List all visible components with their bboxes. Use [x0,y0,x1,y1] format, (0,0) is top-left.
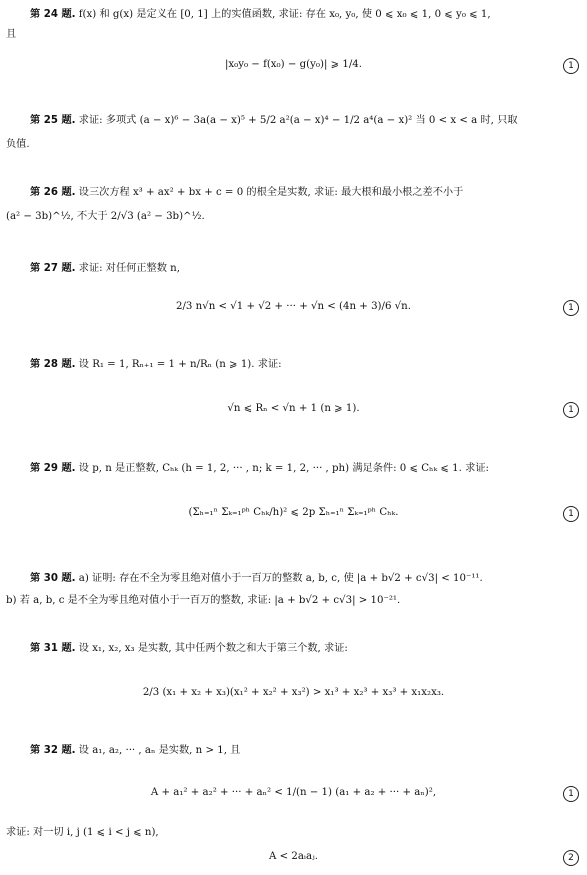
problem-text: 设 R₁ = 1, Rₙ₊₁ = 1 + n/Rₙ (n ⩾ 1). 求证: [78,359,282,370]
problem-label: 第 29 题. [30,463,76,474]
problem-31 [30,642,581,656]
problem-29 [30,462,581,476]
problem-text-cont: 且 [6,29,17,40]
equation: |x₀y₀ − f(x₀) − g(y₀)| ⩾ 1/4. [224,59,363,70]
problem-label: 第 31 题. [30,643,76,654]
problem-text-cont: 求证: 对一切 i, j (1 ⩽ i < j ⩽ n), [6,827,159,838]
problem-text: 求证: 对任何正整数 n, [78,263,180,274]
equation-number: 1 [563,402,579,418]
equation: 2/3 n√n < √1 + √2 + ··· + √n < (4n + 3)/6 √n. [176,301,411,312]
problem-label: 第 26 题. [30,187,76,198]
problem-24 [30,8,581,22]
equation: 2/3 (x₁ + x₂ + x₃)(x₁² + x₂² + x₃²) > x₁³ + x₂³ + x₃³ + x₁x₂x₃. [142,687,445,698]
problem-text: f(x) 和 g(x) 是定义在 [0, 1] 上的实值函数, 求证: 存在 x₀, y₀, 使 0 ⩽ x₀ ⩽ 1, 0 ⩽ y₀ ⩽ 1, [78,9,491,20]
problem-28 [30,358,581,372]
problem-26 [30,186,581,200]
problem-text-cont: b) 若 a, b, c 是不全为零且绝对值小于一百万的整数, 求证: |a + b√2 + c√3| > 10⁻²¹. [6,595,401,606]
problem-label: 第 32 题. [30,745,76,756]
problem-text: a) 证明: 存在不全为零且绝对值小于一百万的整数 a, b, c, 使 |a + b√2 + c√3| < 10⁻¹¹. [78,573,483,584]
equation: A < 2aᵢaⱼ. [269,851,318,862]
problem-text: 设三次方程 x³ + ax² + bx + c = 0 的根全是实数, 求证: 最大根和最小根之差不小于 [78,187,464,198]
problem-text: 设 a₁, a₂, ··· , aₙ 是实数, n > 1, 且 [78,745,241,756]
equation-number: 2 [563,850,579,866]
equation-number: 1 [563,506,579,522]
equation: A + a₁² + a₂² + ··· + aₙ² < 1/(n − 1) (a₁ + a₂ + ··· + aₙ)², [150,787,437,798]
problem-label: 第 30 题. [30,573,76,584]
problem-label: 第 27 题. [30,263,76,274]
problem-32 [30,744,581,758]
problem-30 [30,572,581,586]
problem-27 [30,262,581,276]
equation: (Σₕ₌₁ⁿ Σₖ₌₁ᵖʰ Cₕₖ/h)² ⩽ 2p Σₕ₌₁ⁿ Σₖ₌₁ᵖʰ Cₕₖ. [188,507,399,518]
problem-text: 设 x₁, x₂, x₃ 是实数, 其中任两个数之和大于第三个数, 求证: [78,643,348,654]
equation: √n ⩽ Rₙ < √n + 1 (n ⩾ 1). [227,403,360,414]
problem-label: 第 24 题. [30,9,76,20]
problem-text-cont: 负值. [6,139,30,150]
problem-label: 第 25 题. [30,115,76,126]
problem-text: 设 p, n 是正整数, Cₕₖ (h = 1, 2, ··· , n; k = 1, 2, ··· , ph) 满足条件: 0 ⩽ Cₕₖ ⩽ 1. 求证: [78,463,489,474]
equation-number: 1 [563,300,579,316]
equation-number: 1 [563,786,579,802]
equation-number: 1 [563,58,579,74]
problem-25 [30,114,581,128]
problem-text-cont: (a² − 3b)^½, 不大于 2/√3 (a² − 3b)^½. [6,211,205,222]
problem-text: 求证: 多项式 (a − x)⁶ − 3a(a − x)⁵ + 5/2 a²(a − x)⁴ − 1/2 a⁴(a − x)² 当 0 < x < a 时, 只取 [78,115,518,126]
problem-label: 第 28 题. [30,359,76,370]
